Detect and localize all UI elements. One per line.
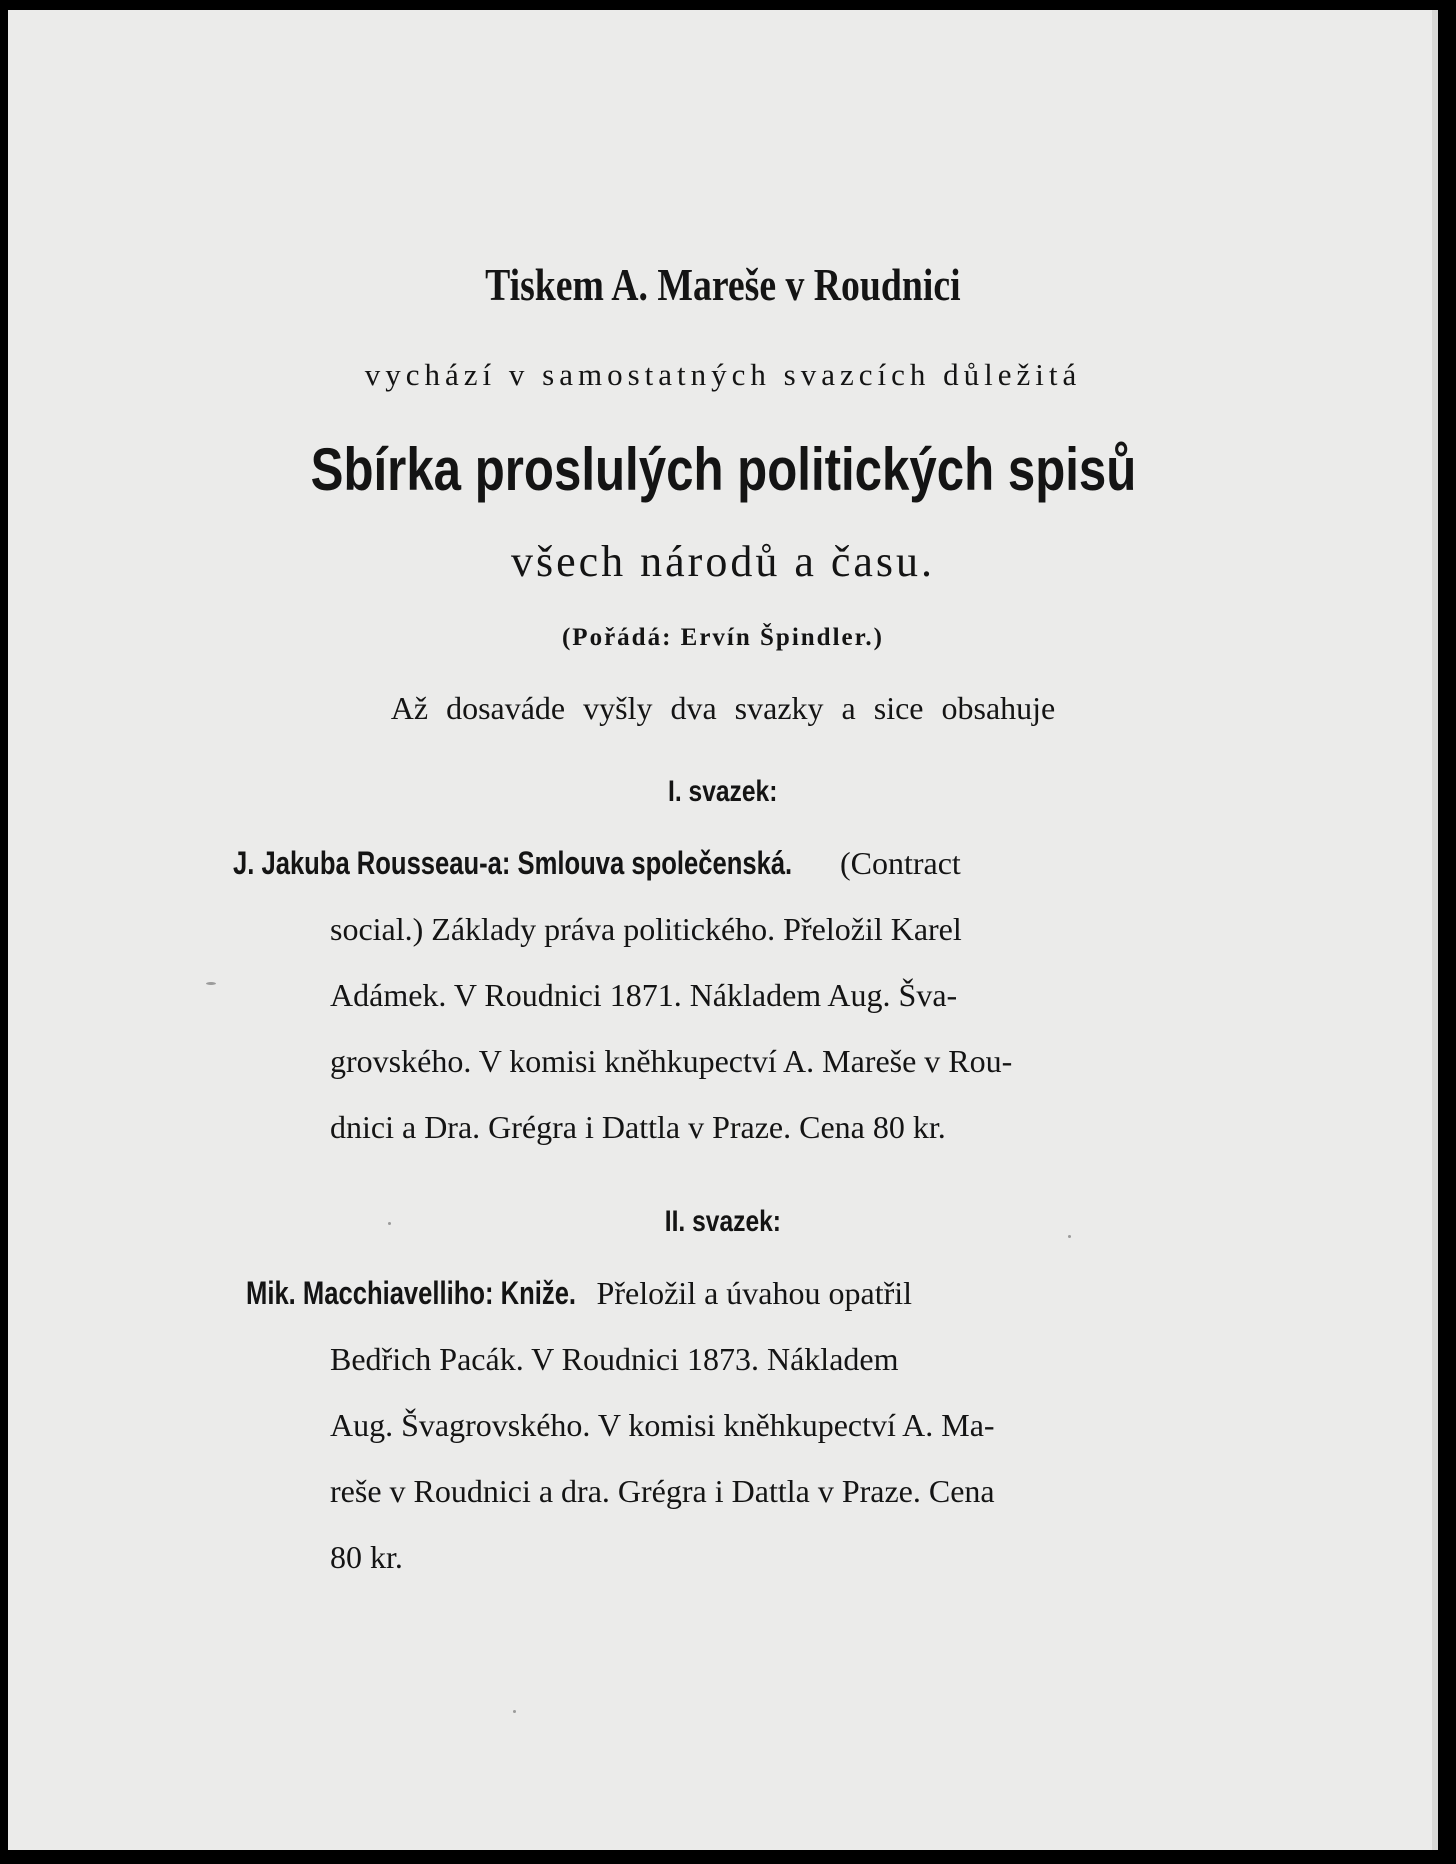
intro-line: Až dosaváde vyšly dva svazky a sice obsahuje	[390, 690, 1056, 726]
entry-line: reše v Roudnici a dra. Grégra i Dattla v Praze. Cena	[330, 1473, 995, 1509]
scan-speck	[388, 1222, 391, 1225]
imprint-heading	[8, 258, 1438, 311]
page	[8, 10, 1438, 1850]
entry-line: Adámek. V Roudnici 1871. Nákladem Aug. Šva-	[330, 977, 958, 1013]
entry-line: grovského. V komisi kněhkupectví A. Mareše v Rou-	[330, 1043, 1013, 1079]
scan-speck	[206, 982, 216, 985]
series-title	[8, 435, 1438, 504]
entry-line: Bedřich Pacák. V Roudnici 1873. Nákladem	[330, 1341, 899, 1377]
entry-line: Aug. Švagrovského. V komisi kněhkupectví A. Ma-	[330, 1407, 995, 1443]
scan-speck	[1068, 1235, 1071, 1238]
entry-line: social.) Základy práva politického. Přeložil Karel	[330, 911, 962, 947]
announcement-line: vychází v samostatných svazcích důležitá	[364, 357, 1082, 392]
entry-author: Mik. Macchiavelliho: Kniže.	[246, 1275, 577, 1311]
entry-line: dnici a Dra. Grégra i Dattla v Praze. Cena 80 kr.	[330, 1109, 946, 1145]
editor-note: (Pořádá: Ervín Špindler.)	[561, 624, 885, 651]
entry-text: (Contract	[831, 845, 961, 881]
scan-speck	[513, 1710, 516, 1713]
volume-1-heading-text: I. svazek:	[668, 775, 778, 808]
imprint-text: Tiskem A. Mareše v Roudnici	[485, 259, 961, 310]
entry-line	[246, 1275, 912, 1312]
entry-line: 80 kr.	[330, 1539, 403, 1575]
series-title-text: Sbírka proslulých politických spisů	[310, 436, 1136, 503]
entry-author: J. Jakuba Rousseau-a: Smlouva společenská.	[233, 845, 793, 881]
entry-text: Přeložil a úvahou opatřil	[588, 1275, 913, 1311]
entry-line	[233, 845, 961, 882]
volume-1-heading	[8, 775, 1438, 809]
volume-2-heading-text: II. svazek:	[664, 1205, 782, 1238]
series-subtitle: všech národů a času.	[510, 537, 936, 586]
volume-2-heading	[8, 1205, 1438, 1239]
